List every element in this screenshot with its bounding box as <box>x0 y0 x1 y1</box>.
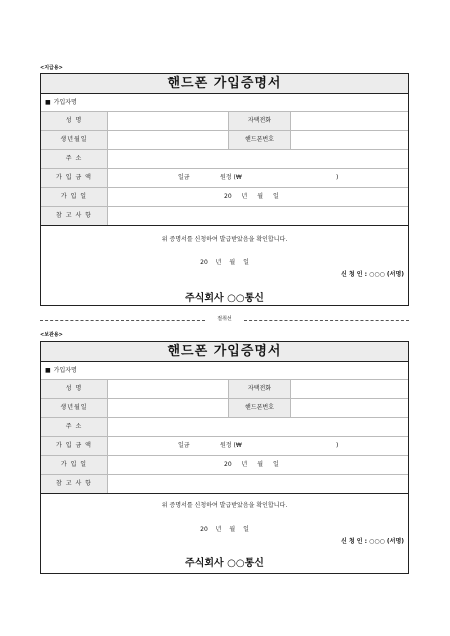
mobile-field[interactable] <box>291 399 408 417</box>
confirm-area <box>41 494 408 573</box>
amount-row <box>41 437 408 456</box>
amount-prefix: 일금 <box>178 442 190 449</box>
home-phone-label: 자택전화 <box>229 380 291 398</box>
date-field[interactable] <box>108 188 408 206</box>
mobile-field[interactable] <box>291 131 408 149</box>
amount-close: ) <box>336 174 339 181</box>
confirm-date: 20 년 월 일 <box>200 526 249 533</box>
amount-row <box>41 169 408 188</box>
name-label: 성 명 <box>41 112 108 130</box>
amount-suffix: 원정 (₩ <box>220 442 242 449</box>
amount-label: 가 입 금 액 <box>41 169 108 187</box>
confirm-area <box>41 226 408 305</box>
cut-line-dash-left <box>40 320 205 321</box>
amount-close: ) <box>336 442 339 449</box>
applicant-signature: 신 청 인 : ○○○ (서명) <box>340 538 404 545</box>
square-bullet-icon: ■ <box>45 99 51 106</box>
date-row <box>41 456 408 475</box>
address-row <box>41 150 408 169</box>
home-phone-field[interactable] <box>291 380 408 398</box>
amount-prefix: 일금 <box>178 174 190 181</box>
remarks-row <box>41 475 408 494</box>
member-section-label: 가입자명 <box>53 367 77 374</box>
form-title: 핸드폰 가입증명서 <box>41 74 408 94</box>
birth-field[interactable] <box>108 131 229 149</box>
birth-label: 생년월일 <box>41 131 108 149</box>
birth-row <box>41 399 408 418</box>
amount-field[interactable] <box>108 169 408 187</box>
certificate-form-keep <box>40 341 409 574</box>
remarks-field[interactable] <box>108 207 408 225</box>
certificate-form-issue <box>40 73 409 306</box>
cut-line <box>40 315 409 325</box>
name-field[interactable] <box>108 112 229 130</box>
amount-label: 가 입 금 액 <box>41 437 108 455</box>
cut-line-label: 절취선 <box>217 316 232 322</box>
member-section-label: 가입자명 <box>53 99 77 106</box>
birth-row <box>41 131 408 150</box>
member-section <box>41 94 408 112</box>
applicant-signature: 신 청 인 : ○○○ (서명) <box>340 271 404 278</box>
date-field[interactable] <box>108 456 408 474</box>
copy-label-keep: <보관용> <box>40 332 63 338</box>
date-value: 20 년 월 일 <box>224 193 279 200</box>
address-row <box>41 418 408 437</box>
member-section <box>41 362 408 380</box>
date-row <box>41 188 408 207</box>
address-label: 주 소 <box>41 150 108 168</box>
date-label: 가 입 일 <box>41 188 108 206</box>
home-phone-field[interactable] <box>291 112 408 130</box>
amount-field[interactable] <box>108 437 408 455</box>
amount-suffix: 원정 (₩ <box>220 174 242 181</box>
mobile-label: 핸드폰번호 <box>229 399 291 417</box>
mobile-label: 핸드폰번호 <box>229 131 291 149</box>
name-field[interactable] <box>108 380 229 398</box>
home-phone-label: 자택전화 <box>229 112 291 130</box>
confirm-date: 20 년 월 일 <box>200 259 249 266</box>
copy-label-issue: <지급용> <box>40 65 63 71</box>
confirm-text: 위 증명서를 신청하여 발급받았음을 확인합니다. <box>161 502 288 509</box>
cut-line-dash-right <box>244 320 409 321</box>
remarks-field[interactable] <box>108 475 408 493</box>
square-bullet-icon: ■ <box>45 367 51 374</box>
form-title: 핸드폰 가입증명서 <box>41 342 408 362</box>
name-label: 성 명 <box>41 380 108 398</box>
date-value: 20 년 월 일 <box>224 461 279 468</box>
address-field[interactable] <box>108 150 408 168</box>
confirm-text: 위 증명서를 신청하여 발급받았음을 확인합니다. <box>161 236 288 243</box>
address-label: 주 소 <box>41 418 108 436</box>
name-row <box>41 112 408 131</box>
birth-label: 생년월일 <box>41 399 108 417</box>
remarks-row <box>41 207 408 226</box>
address-field[interactable] <box>108 418 408 436</box>
date-label: 가 입 일 <box>41 456 108 474</box>
remarks-label: 참 고 사 항 <box>41 475 108 493</box>
company-name: 주식회사 ○○통신 <box>185 293 264 304</box>
birth-field[interactable] <box>108 399 229 417</box>
remarks-label: 참 고 사 항 <box>41 207 108 225</box>
company-name: 주식회사 ○○통신 <box>185 558 264 569</box>
name-row <box>41 380 408 399</box>
